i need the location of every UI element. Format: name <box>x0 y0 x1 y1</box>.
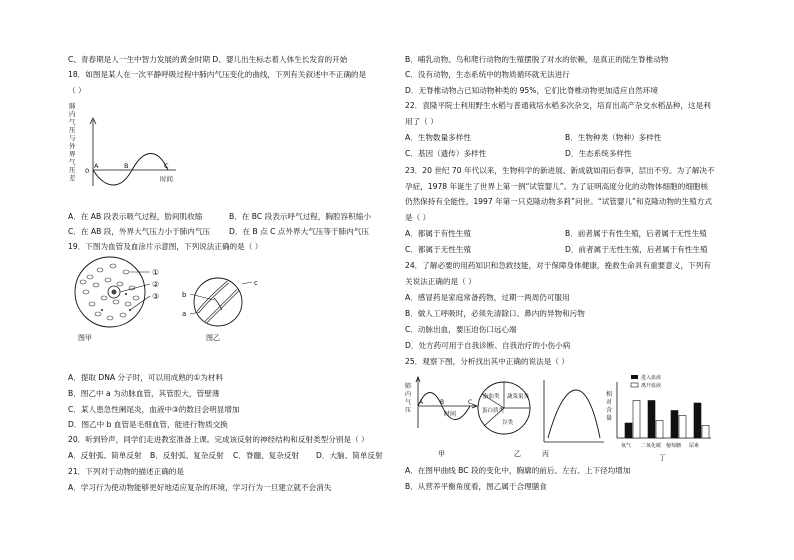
ding-cat-urea: 尿素 <box>689 443 700 449</box>
q18-zero-label: 0 <box>85 167 90 175</box>
svg-text:界: 界 <box>69 150 76 158</box>
figure-caption-yi: 图乙 <box>206 334 220 342</box>
bar-3-1 <box>702 426 709 439</box>
q19-option-a: A．提取 DNA 分子时，可以用成熟的①为材料 <box>68 373 224 382</box>
white-blood-cell-nucleus <box>112 290 117 295</box>
bar-3-0 <box>694 403 701 438</box>
svg-text:量: 量 <box>606 415 613 422</box>
q22-option-b: B．生物种类（物种）多样性 <box>565 133 662 142</box>
figure-yi-diet-pie <box>474 378 538 462</box>
q24-option-a: A．感冒药是家庭常备药物，过期一两周仍可服用 <box>405 293 570 302</box>
q19-option-c: C．某人患急性阑尾炎，血液中③的数目会明显增加 <box>68 405 240 414</box>
ding-cat-oxygen: 氧气 <box>621 443 632 449</box>
jia-caption: 甲 <box>438 450 445 458</box>
ding-cat-co2: 二氧化碳 <box>641 443 662 449</box>
legend-label-in: 进入血液 <box>641 375 662 381</box>
jia-point-b: B <box>440 399 445 406</box>
question-22-cont: 用了（ ） <box>405 117 438 126</box>
q23-option-b: B．前者属于有性生殖，后者属于无性生殖 <box>565 229 707 238</box>
q18-point-b: B <box>124 162 129 170</box>
question-24-cont: 关说法正确的是（ ） <box>405 277 476 286</box>
svg-text:与: 与 <box>69 134 76 142</box>
q18-option-d: D．在 B 点 C 点外界大气压等于肺内气压 <box>229 227 369 236</box>
bar-1-1 <box>656 421 663 439</box>
jia-point-c: C <box>468 399 473 406</box>
svg-text:气: 气 <box>69 118 76 126</box>
q18-curve <box>93 154 168 186</box>
svg-text:肺: 肺 <box>69 102 76 110</box>
question-23-cont3: 是（ ） <box>405 213 431 222</box>
figure-ding-bar-chart <box>603 370 727 466</box>
jia-y-axis-label <box>405 382 411 414</box>
q25-option-b: B．从营养平衡角度看，图乙属于合理膳食 <box>405 482 547 491</box>
q19-option-d: D．图乙中 b 血管是毛细血管，能进行物质交换 <box>68 420 228 429</box>
pie-label-protein: 蛋白质类 <box>482 408 505 414</box>
q22-option-d: D．生态系统多样性 <box>565 149 632 158</box>
ding-bars <box>625 401 709 439</box>
question-18: 18．如图是某人在一次平静呼吸过程中肺内气压变化的曲线，下列有关叙述中不正确的是 <box>68 70 367 79</box>
q18-x-axis-label: 时间 <box>160 175 173 183</box>
question-22: 22．袁隆平院士利用野生水稻与普通栽培水稻多次杂交，培育出高产杂交水稻品种，这是利 <box>405 101 711 110</box>
legend-swatch-in <box>631 375 638 379</box>
question-19: 19．下图为血管及血涂片示意图，下列说法正确的是（ ） <box>68 242 263 251</box>
q21-option-c: C．没有动物，生态系统中的物质循环就无法进行 <box>405 70 570 79</box>
q19-option-b: B．图乙中 a 为动脉血管，其管腔大，管壁薄 <box>68 389 220 398</box>
svg-text:对: 对 <box>606 399 613 406</box>
bing-curve <box>548 390 600 438</box>
q25-option-a: A．在图甲曲线 BC 段的变化中，胸廓的前后、左右、上下径均增加 <box>405 466 631 475</box>
figure-jia-lung-pressure <box>404 370 484 462</box>
svg-text:压: 压 <box>405 407 412 414</box>
bar-0-0 <box>625 423 632 438</box>
q21-option-b: B．哺乳动物、鸟和爬行动物的生殖摆脱了对水的依赖，是真正的陆生脊椎动物 <box>405 55 669 64</box>
marker-c: c <box>254 279 258 287</box>
q20-option-b: B．反射弧、复杂反射 <box>150 451 224 460</box>
question-23: 23．20 世纪 70 年代以来，生物科学的新进展、新成就如雨后春笋，层出不穷。为了解决不 <box>405 166 715 175</box>
q18-option-a: A．在 AB 段表示吸气过程，肋间肌收缩 <box>68 212 203 221</box>
bar-0-1 <box>633 401 640 439</box>
jia-point-a: A <box>419 399 424 406</box>
q18-point-c: C <box>164 162 169 170</box>
marker-2: ② <box>152 280 160 289</box>
q23-option-a: A．都属于有性生殖 <box>405 229 471 238</box>
svg-text:压: 压 <box>69 166 76 174</box>
q18-y-axis-label <box>69 101 76 182</box>
q24-option-d: D．处方药可用于自我诊断、自我治疗的小伤小病 <box>405 341 571 350</box>
bar-1-0 <box>648 401 655 439</box>
q22-option-a: A．生物数量多样性 <box>405 133 471 142</box>
q20-option-d: D．大脑、简单反射 <box>316 451 383 460</box>
figure-blood-vessels <box>176 272 266 346</box>
question-23-cont1: 孕症，1978 年诞生了世界上第一例“试管婴儿”。为了证明高度分化的动物体细胞的细胞核 <box>405 182 708 191</box>
legend-label-out: 离开血液 <box>641 383 662 389</box>
pie-label-fat: 脂肪类 <box>483 394 500 400</box>
svg-text:压: 压 <box>69 126 76 134</box>
bar-2-0 <box>671 411 678 439</box>
q22-option-c: C．基因（遗传）多样性 <box>405 149 487 158</box>
ding-y-axis-label <box>606 390 612 422</box>
q23-option-c: C．都属于无性生殖 <box>405 245 472 254</box>
q20-option-c: C．脊髓、复杂反射 <box>233 451 300 460</box>
q21-option-d: D．无脊椎动物占已知动物种类的 95%，它们比脊椎动物更加适应自然环境 <box>405 86 658 95</box>
svg-text:气: 气 <box>405 399 412 406</box>
marker-a: a <box>182 310 187 318</box>
yi-caption: 乙 <box>514 450 521 458</box>
svg-text:内: 内 <box>405 391 412 398</box>
ding-caption: 丁 <box>659 454 666 462</box>
q18-option-b: B．在 BC 段表示呼气过程，胸腔容积缩小 <box>229 212 371 221</box>
svg-text:肺: 肺 <box>405 383 412 390</box>
question-20: 20．听到铃声，同学们走进教室准备上课。完成该反射的神经结构和反射类型分别是（ ） <box>68 435 369 444</box>
q24-option-c: C．动脉出血，要压迫伤口远心端 <box>405 325 517 334</box>
svg-text:差: 差 <box>69 174 76 182</box>
svg-text:气: 气 <box>69 158 76 166</box>
q20-option-a: A．反射弧、简单反射 <box>68 451 142 460</box>
q23-option-d: D．前者属于无性生殖，后者属于有性生殖 <box>565 245 708 254</box>
question-21: 21．下列对于动物的描述正确的是 <box>68 467 184 476</box>
ding-cat-glucose: 葡萄糖 <box>666 443 682 449</box>
question-23-cont2: 仍然保持有全能性，1997 年第一只克隆动物多莉”问世。“试管婴儿”和克隆动物的生殖方式 <box>405 197 712 206</box>
q18-option-c: C．在 AB 段，外界大气压力小于肺内气压 <box>68 227 211 236</box>
svg-text:内: 内 <box>69 110 76 118</box>
bar-2-1 <box>679 416 686 439</box>
pie-label-vegetable: 蔬菜果类 <box>507 394 530 400</box>
q24-option-b: B．做人工呼吸时，必须先清除口、鼻内的异物和污物 <box>405 309 585 318</box>
q18-point-a: A <box>94 162 99 170</box>
legend-swatch-out <box>631 383 638 387</box>
figure-blood-smear <box>68 252 178 344</box>
bing-caption: 丙 <box>542 450 549 458</box>
vessel-lens <box>194 278 242 326</box>
figure-caption-jia: 图甲 <box>78 334 92 342</box>
svg-text:外: 外 <box>69 142 76 150</box>
q21-option-a: A．学习行为使动物能够更好地适应复杂的环境，学习行为一旦建立就不会消失 <box>68 483 332 492</box>
jia-x-label: 时间 <box>444 411 457 418</box>
answer-bracket: （ ） <box>68 86 86 95</box>
marker-1: ① <box>152 268 160 277</box>
svg-text:相: 相 <box>606 391 613 398</box>
option-line: C、青春期是人一生中智力发展的黄金时期 D、婴儿出生标志着人体生长发育的开始 <box>68 55 348 64</box>
marker-3: ③ <box>152 292 160 301</box>
question-25: 25．观察下图，分析找出其中正确的说法是（ ） <box>405 357 569 366</box>
marker-b: b <box>182 291 187 299</box>
question-24: 24．了解必要的用药知识和急救技能，对于保障身体健康，挽救生命具有重要意义，下列有 <box>405 261 711 270</box>
figure-bing-curve <box>536 372 608 462</box>
svg-text:含: 含 <box>606 407 613 414</box>
pie-label-grain: 谷类 <box>502 420 514 426</box>
q18-pressure-curve <box>66 98 196 198</box>
